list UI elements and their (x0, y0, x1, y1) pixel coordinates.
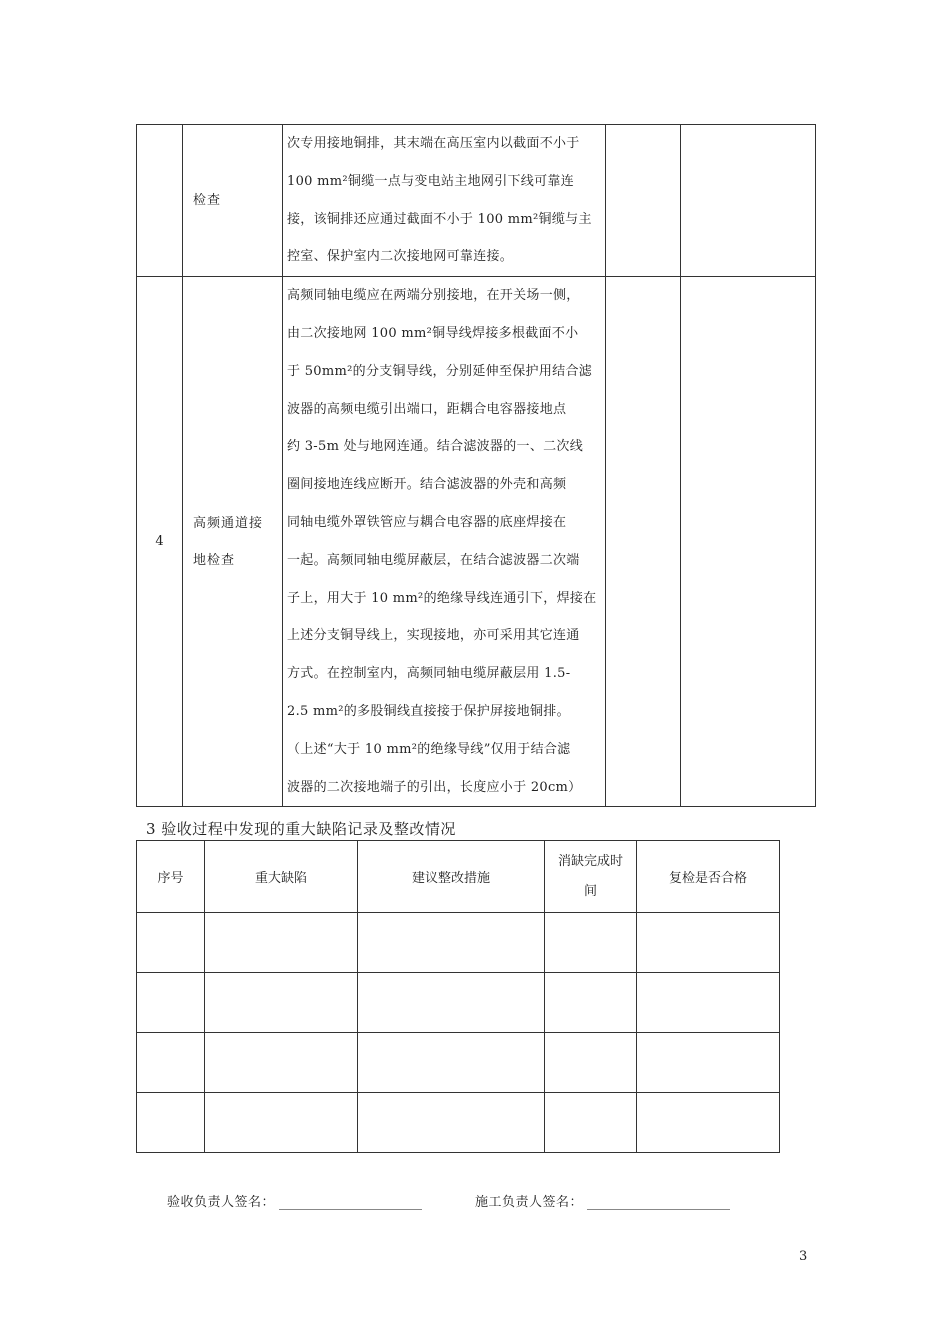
requirement-line: 100 mm²铜缆一点与变电站主地网引下线可靠连 (287, 173, 575, 189)
page-number: 3 (799, 1249, 808, 1264)
requirement-line: 一起。高频同轴电缆屏蔽层，在结合滤波器二次端 (287, 552, 580, 568)
table-row (137, 1093, 780, 1153)
requirement-line: 2.5 mm²的多股铜线直接接于保护屏接地铜排。 (287, 703, 570, 719)
requirement-line: 接，该铜排还应通过截面不小于 100 mm²铜缆与主 (287, 211, 592, 227)
item-name-line: 地检查 (193, 552, 236, 568)
table-cell[interactable] (545, 1093, 637, 1153)
table-header-row (137, 841, 780, 913)
requirement-line: 控室、保护室内二次接地网可靠连接。 (287, 249, 514, 265)
item-name (183, 277, 283, 807)
requirement-line: 波器的二次接地端子的引出，长度应小于 20cm） (287, 779, 582, 795)
requirement-line: 方式。在控制室内，高频同轴电缆屏蔽层用 1.5- (287, 666, 571, 682)
header-major-defect: 重大缺陷 (205, 841, 358, 913)
table-row (137, 913, 780, 973)
table-cell[interactable] (545, 913, 637, 973)
header-line: 间 (583, 883, 597, 899)
acceptance-signature (167, 1191, 422, 1210)
construction-signature (475, 1191, 730, 1210)
item-name (183, 125, 283, 277)
requirement-line: 次专用接地铜排，其末端在高压室内以截面不小于 (287, 136, 580, 151)
requirement-text (283, 277, 606, 807)
table-cell[interactable] (637, 1093, 780, 1153)
requirement-line: 上述分支铜导线上，实现接地，亦可采用其它连通 (287, 628, 580, 644)
header-recheck-qualified: 复检是否合格 (637, 841, 780, 913)
item-name-line: 检查 (193, 193, 222, 209)
table-cell[interactable] (358, 1033, 545, 1093)
table-cell[interactable] (137, 1093, 205, 1153)
construction-signature-field[interactable] (587, 1195, 730, 1210)
table-cell[interactable] (137, 973, 205, 1033)
requirement-text (283, 125, 606, 277)
table-row (137, 1033, 780, 1093)
item-name-line: 高频通道接 (193, 515, 264, 531)
requirement-line: 波器的高频电缆引出端口，距耦合电容器接地点 (287, 401, 567, 417)
requirement-line: 圈间接地连线应断开。结合滤波器的外壳和高频 (287, 477, 567, 493)
requirement-line: （上述“大于 10 mm²的绝缘导线”仅用于结合滤 (287, 741, 571, 757)
table-row (137, 125, 816, 277)
table-cell[interactable] (358, 1093, 545, 1153)
header-completion-time (545, 841, 637, 913)
requirement-line: 于 50mm²的分支铜导线，分别延伸至保护用结合滤 (287, 363, 593, 379)
header-suggested-measure: 建议整改措施 (358, 841, 545, 913)
requirement-line: 由二次接地网 100 mm²铜导线焊接多根截面不小 (287, 325, 579, 341)
result-cell[interactable] (606, 125, 681, 277)
table-cell[interactable] (358, 973, 545, 1033)
table-cell[interactable] (545, 1033, 637, 1093)
requirement-line: 同轴电缆外罩铁管应与耦合电容器的底座焊接在 (287, 514, 567, 530)
table-cell[interactable] (358, 913, 545, 973)
table-cell[interactable] (545, 973, 637, 1033)
table-cell[interactable] (637, 973, 780, 1033)
construction-signature-label: 施工负责人签名： (475, 1195, 584, 1210)
section-heading: 3 验收过程中发现的重大缺陷记录及整改情况 (146, 820, 456, 838)
table-cell[interactable] (637, 1033, 780, 1093)
table-row (137, 973, 780, 1033)
remark-cell[interactable] (681, 277, 816, 807)
header-line: 消缺完成时 (557, 853, 623, 869)
requirement-line: 约 3-5m 处与地网连通。结合滤波器的一、二次线 (287, 439, 584, 455)
inspection-table (136, 124, 816, 807)
table-cell[interactable] (205, 1033, 358, 1093)
table-cell[interactable] (205, 973, 358, 1033)
acceptance-signature-field[interactable] (279, 1195, 422, 1210)
requirement-line: 高频同轴电缆应在两端分别接地，在开关场一侧， (287, 288, 580, 304)
table-cell[interactable] (205, 913, 358, 973)
header-serial: 序号 (137, 841, 205, 913)
acceptance-signature-label: 验收负责人签名： (167, 1195, 276, 1210)
result-cell[interactable] (606, 277, 681, 807)
row-number (137, 125, 183, 277)
remark-cell[interactable] (681, 125, 816, 277)
table-cell[interactable] (137, 913, 205, 973)
row-number: 4 (137, 277, 183, 807)
table-row (137, 277, 816, 807)
table-cell[interactable] (637, 913, 780, 973)
requirement-line: 子上，用大于 10 mm²的绝缘导线连通引下，焊接在 (287, 590, 597, 606)
table-cell[interactable] (205, 1093, 358, 1153)
defect-record-table (136, 840, 780, 1153)
table-cell[interactable] (137, 1033, 205, 1093)
